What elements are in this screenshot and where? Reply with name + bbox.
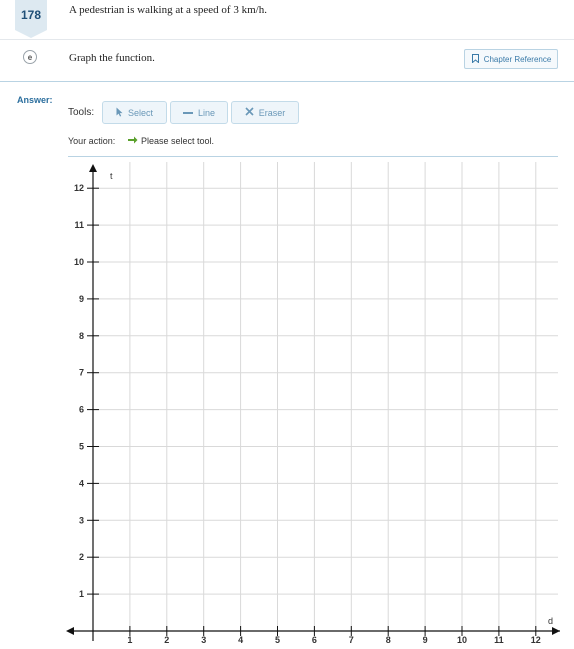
x-axis-arrow-right bbox=[552, 627, 560, 635]
part-instruction: Graph the function. bbox=[69, 52, 155, 64]
line-tool-label: Line bbox=[197, 107, 215, 118]
x-tick-label: 8 bbox=[385, 635, 391, 644]
y-axis-arrow bbox=[89, 164, 97, 172]
x-tick-label: 1 bbox=[127, 635, 133, 644]
problem-number: 178 bbox=[20, 8, 42, 22]
y-tick-label: 9 bbox=[78, 293, 84, 304]
answer-label: Answer: bbox=[17, 95, 53, 105]
x-tick-label: 12 bbox=[530, 635, 541, 644]
y-tick-label: 10 bbox=[73, 257, 84, 267]
problem-statement: A pedestrian is walking at a speed of 3 km/h. bbox=[69, 4, 267, 16]
x-tick-label: 11 bbox=[494, 635, 504, 644]
y-tick-label: 3 bbox=[78, 515, 84, 526]
y-tick-label: 6 bbox=[78, 404, 84, 415]
y-tick-label: 11 bbox=[74, 220, 84, 231]
select-tool-label: Select bbox=[127, 107, 153, 118]
x-tick-label: 5 bbox=[274, 635, 281, 644]
part-letter: e bbox=[27, 52, 33, 62]
eraser-tool-label: Eraser bbox=[258, 107, 286, 118]
action-status-text: Please select tool. bbox=[141, 136, 215, 146]
x-axis-name: d bbox=[548, 616, 554, 626]
tools-label: Tools: bbox=[68, 107, 95, 118]
x-tick-label: 3 bbox=[201, 635, 207, 644]
y-tick-label: 4 bbox=[78, 478, 84, 489]
y-axis-name: t bbox=[110, 171, 113, 181]
x-tick-label: 9 bbox=[422, 635, 428, 644]
action-label: Your action: bbox=[68, 136, 116, 146]
x-tick-label: 6 bbox=[311, 635, 317, 644]
x-tick-label: 7 bbox=[348, 635, 354, 644]
x-tick-label: 2 bbox=[164, 635, 170, 644]
y-tick-label: 5 bbox=[78, 441, 84, 452]
y-tick-label: 2 bbox=[78, 552, 84, 563]
x-tick-label: 4 bbox=[238, 635, 244, 644]
chapter-reference-label: Chapter Reference bbox=[483, 54, 552, 64]
x-tick-label: 10 bbox=[456, 635, 468, 644]
x-axis-arrow-left bbox=[66, 627, 74, 635]
y-tick-label: 12 bbox=[73, 183, 84, 194]
y-tick-label: 7 bbox=[78, 367, 84, 378]
y-tick-label: 1 bbox=[78, 589, 84, 600]
y-tick-label: 8 bbox=[78, 330, 84, 341]
